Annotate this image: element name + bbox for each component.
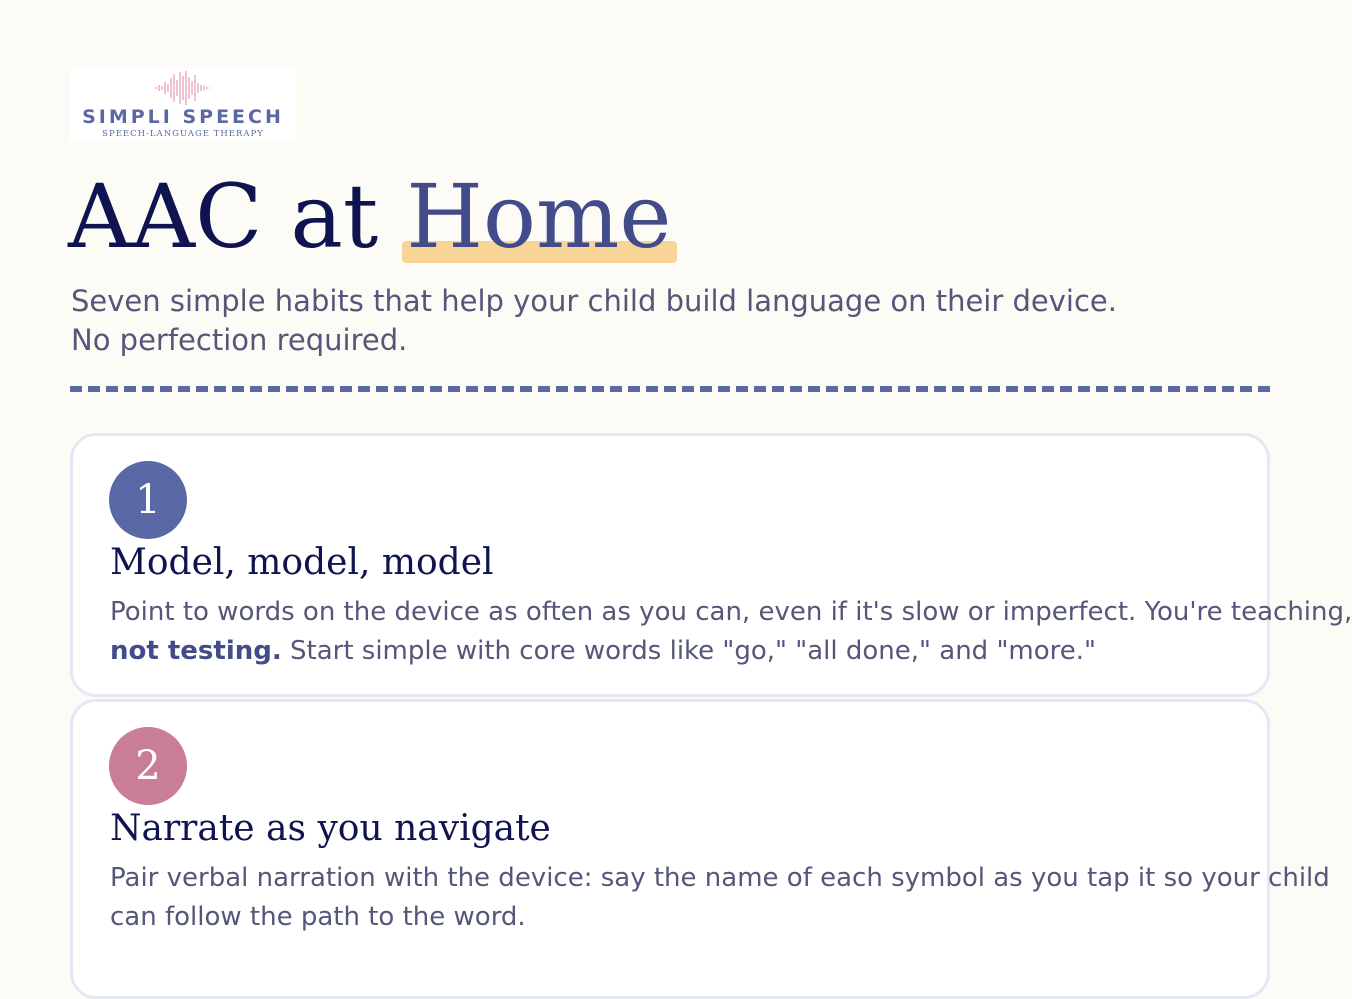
soundwave-icon bbox=[154, 70, 212, 106]
tip-body-emphasis: not testing. bbox=[110, 636, 282, 666]
tip-number-badge: 1 bbox=[109, 461, 187, 539]
tip-card bbox=[70, 699, 1330, 999]
page-title bbox=[68, 162, 671, 272]
subtitle-line-2: No perfection required. bbox=[71, 323, 408, 357]
logo-wordmark: SIMPLI SPEECH bbox=[82, 106, 284, 128]
subtitle-line-1: Seven simple habits that help your child build language on their device. bbox=[71, 284, 1117, 318]
tip-heading: Narrate as you navigate bbox=[110, 808, 551, 849]
tip-body: Pair verbal narration with the device: say the name of each symbol as you tap it so your child can follow the path to the word. bbox=[110, 863, 1330, 932]
tip-body: Point to words on the device as often as you can, even if it's slow or imperfect. You're teaching, not testing. Start simple with core words like "go," "all done," and "more." bbox=[110, 597, 1352, 666]
dashed-divider bbox=[70, 386, 1270, 392]
logo bbox=[70, 68, 296, 142]
logo-tagline: SPEECH-LANGUAGE THERAPY bbox=[102, 129, 264, 139]
tip-number-badge: 2 bbox=[109, 727, 187, 805]
title-highlight: Home bbox=[406, 165, 672, 268]
tip-heading: Model, model, model bbox=[110, 542, 494, 583]
tip-card bbox=[70, 433, 1352, 697]
page-subtitle bbox=[71, 282, 1271, 360]
title-prefix: AAC at bbox=[68, 165, 407, 268]
